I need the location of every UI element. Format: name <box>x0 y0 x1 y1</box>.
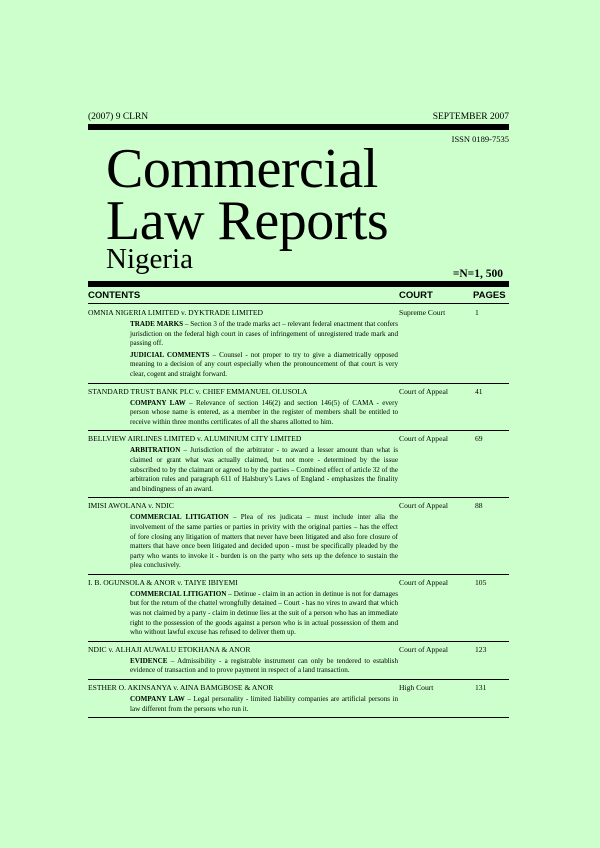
middle-rule <box>88 281 509 287</box>
case-entry <box>88 575 509 642</box>
case-court: High Court <box>399 683 434 693</box>
pages-column-label: PAGES <box>473 290 506 301</box>
masthead-country: Nigeria <box>106 243 193 275</box>
case-summary <box>130 320 398 349</box>
subject-heading: EVIDENCE <box>130 656 168 665</box>
subject-heading: JUDICIAL COMMENTS <box>130 350 210 359</box>
subject-heading: ARBITRATION <box>130 446 181 455</box>
case-summary <box>130 657 398 676</box>
summary-text: – Legal personality - limited liability companies are artificial persons in law different from the persons who run it. <box>130 695 398 713</box>
masthead-line-2: Law Reports <box>106 190 389 252</box>
case-entry <box>88 498 509 575</box>
contents-header <box>88 290 509 304</box>
case-entry <box>88 642 509 680</box>
summary-text: – Jurisdiction of the arbitrator - to award a lesser amount than what is claimed or grant what was actually claimed, but not more - determined by the issue subscribed to by the claimant or agreed to by the parties – Combined effect of article 32 of the arbitration rules and paragraph 611 of Halsbury’s Laws of England - emphasizes the finality and bindingness of an award. <box>130 446 398 493</box>
case-entry <box>88 384 509 432</box>
case-page: 69 <box>475 434 483 444</box>
summary-text: – Plea of res judicata – must include inter alia the involvement of the same parties or parties in privity with the original parties – has the effect of fore closing any litigation of matters that never have been litigated and also fore closure of matters that have once been litigated and decided upon - must be specifically pleaded by the party who wants to invoke it - burden is on the party who sets up the defence to sustain the plea conclusively. <box>130 513 398 570</box>
case-title: IMISI AWOLANA v. NDIC <box>88 501 174 511</box>
summary-text: – Counsel - not proper to try to give a diametrically opposed meaning to a decision of any court especially when the pronouncement of that court is very clear, cogent and straight forward. <box>130 350 398 378</box>
case-title: STANDARD TRUST BANK PLC v. CHIEF EMMANUEL OLUSOLA <box>88 386 308 396</box>
case-page: 105 <box>475 577 487 587</box>
case-summary <box>130 695 398 714</box>
case-page: 88 <box>475 501 483 511</box>
price-label: =N=1, 500 <box>452 268 503 280</box>
case-title: OMNIA NIGERIA LIMITED v. DYKTRADE LIMITED <box>88 308 263 317</box>
masthead-line-1: Commercial <box>106 138 378 200</box>
case-entry <box>88 431 509 498</box>
case-page: 123 <box>475 644 487 654</box>
case-entry <box>88 680 509 718</box>
case-page: 1 <box>475 308 479 317</box>
case-title: BELLVIEW AIRLINES LIMITED v. ALUMINIUM CITY LIMITED <box>88 434 302 444</box>
case-summary <box>130 513 398 571</box>
summary-text: – Admissibility - a registrable instrument can only be tendered to establish evidence of transaction and to prove payment in respect of a land transaction. <box>130 656 398 675</box>
case-summary <box>130 590 398 638</box>
summary-text: – Relevance of section 146(2) and section 146(5) of CAMA - every person whose name is entered, as a member in the register of members shall be entitled to receive within three months certificates of all the shares allotted to him. <box>130 398 398 426</box>
issn-number: ISSN 0189-7535 <box>451 134 509 144</box>
case-court: Supreme Court <box>399 308 446 317</box>
summary-text: – Section 3 of the trade marks act – relevant federal enactment that confers jurisdiction on the federal high court in cases of infringement of unregistered trade mark and passing off. <box>130 320 398 348</box>
case-page: 41 <box>475 386 483 396</box>
volume-label: (2007) 9 CLRN <box>88 112 149 122</box>
case-summary <box>130 351 398 380</box>
subject-heading: TRADE MARKS <box>130 320 184 328</box>
case-summary <box>130 399 398 428</box>
case-court: Court of Appeal <box>399 501 448 511</box>
top-rule <box>88 124 509 130</box>
case-court: Court of Appeal <box>399 434 448 444</box>
subject-heading: COMMERCIAL LITIGATION <box>130 513 229 522</box>
header-rule <box>88 303 509 304</box>
case-page: 131 <box>475 683 487 693</box>
case-court: Court of Appeal <box>399 386 448 396</box>
case-title: NDIC v. ALHAJI AUWALU ETOKHANA & ANOR <box>88 644 251 654</box>
summary-text: – Detinue - claim in an action in detinue is not for damages but for the return of the chattel wrongfully detained – Court - has no vires to award that which was not claimed by a party - claim in detinue lies at the suit of a person who has an immediate right to the possession of the goods against a person who is in actual possession of them and who without lawful excuse has refused to deliver them up. <box>130 589 398 637</box>
cases-list <box>88 305 509 718</box>
case-title: ESTHER O. AKINSANYA v. AINA BAMGBOSE & ANOR <box>88 683 274 693</box>
subject-heading: COMPANY LAW <box>130 695 185 704</box>
case-summary <box>130 446 398 494</box>
subject-heading: COMMERCIAL LITIGATION <box>130 589 227 598</box>
case-entry <box>88 305 509 384</box>
subject-heading: COMPANY LAW <box>130 398 186 407</box>
case-title: I. B. OGUNSOLA & ANOR v. TAIYE IBIYEMI <box>88 577 238 587</box>
contents-column-label: CONTENTS <box>88 290 141 301</box>
court-column-label: COURT <box>399 290 433 301</box>
case-court: Court of Appeal <box>399 577 448 587</box>
case-court: Court of Appeal <box>399 644 448 654</box>
issue-date: SEPTEMBER 2007 <box>432 112 509 122</box>
